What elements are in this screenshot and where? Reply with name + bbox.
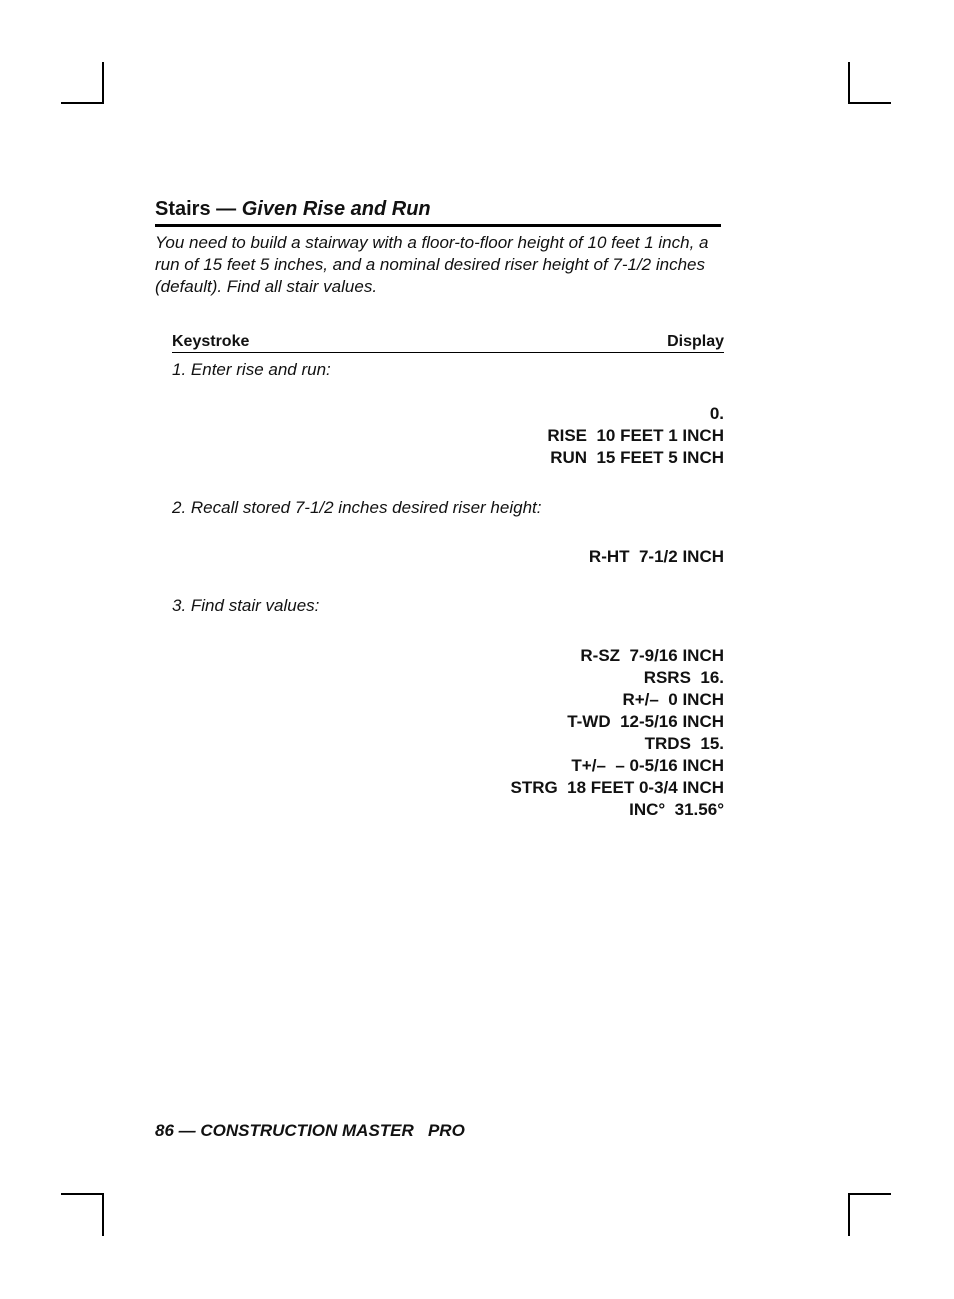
display-line: STRG 18 FEET 0-3/4 INCH [510,778,724,797]
display-line: R+/– 0 INCH [622,690,724,709]
step-3-displays [324,645,724,821]
crop-mark-top-right-h [848,102,891,104]
display-line: 0. [709,404,724,423]
display-line: TRDS 15. [644,734,724,753]
display-line: RUN 15 FEET 5 INCH [550,448,724,467]
step-3-label: 3. Find stair values: [172,596,320,615]
crop-mark-bottom-left-v [102,1193,104,1236]
crop-mark-top-right-v [848,62,850,104]
display-column-header: Display [667,333,724,350]
display-line: RISE 10 FEET 1 INCH [547,426,724,445]
page-title [155,196,721,222]
display-line: INC° 31.56° [629,800,724,819]
display-line: T+/– – 0-5/16 INCH [571,756,724,775]
crop-mark-bottom-right-h [848,1193,891,1195]
keystroke-column-header: Keystroke [172,333,250,350]
display-line: R-HT 7-1/2 INCH [588,547,724,566]
title-main: Stairs — [155,198,242,220]
title-subtitle: Given Rise and Run [241,198,431,220]
crop-mark-top-left-v [102,62,104,104]
step-2-label: 2. Recall stored 7-1/2 inches desired riser height: [172,498,542,517]
step-1-displays [324,403,724,469]
crop-mark-bottom-right-v [848,1193,850,1236]
display-line: T-WD 12-5/16 INCH [567,712,724,731]
intro-paragraph: You need to build a stairway with a floor-to-floor height of 10 feet 1 inch, a run of 15 feet 5 inches, and a nominal desired riser height of 7-1/2 inches (default). Find all stair values. [155,233,709,296]
crop-mark-top-left-h [61,102,104,104]
step-2-displays [324,546,724,568]
table-header [172,332,724,353]
display-line: RSRS 16. [643,668,724,687]
display-line: R-SZ 7-9/16 INCH [580,646,724,665]
crop-mark-bottom-left-h [61,1193,104,1195]
step-1-label: 1. Enter rise and run: [172,360,331,379]
page-footer: 86 — CONSTRUCTION MASTER PRO [155,1121,465,1140]
section-heading [155,196,721,227]
